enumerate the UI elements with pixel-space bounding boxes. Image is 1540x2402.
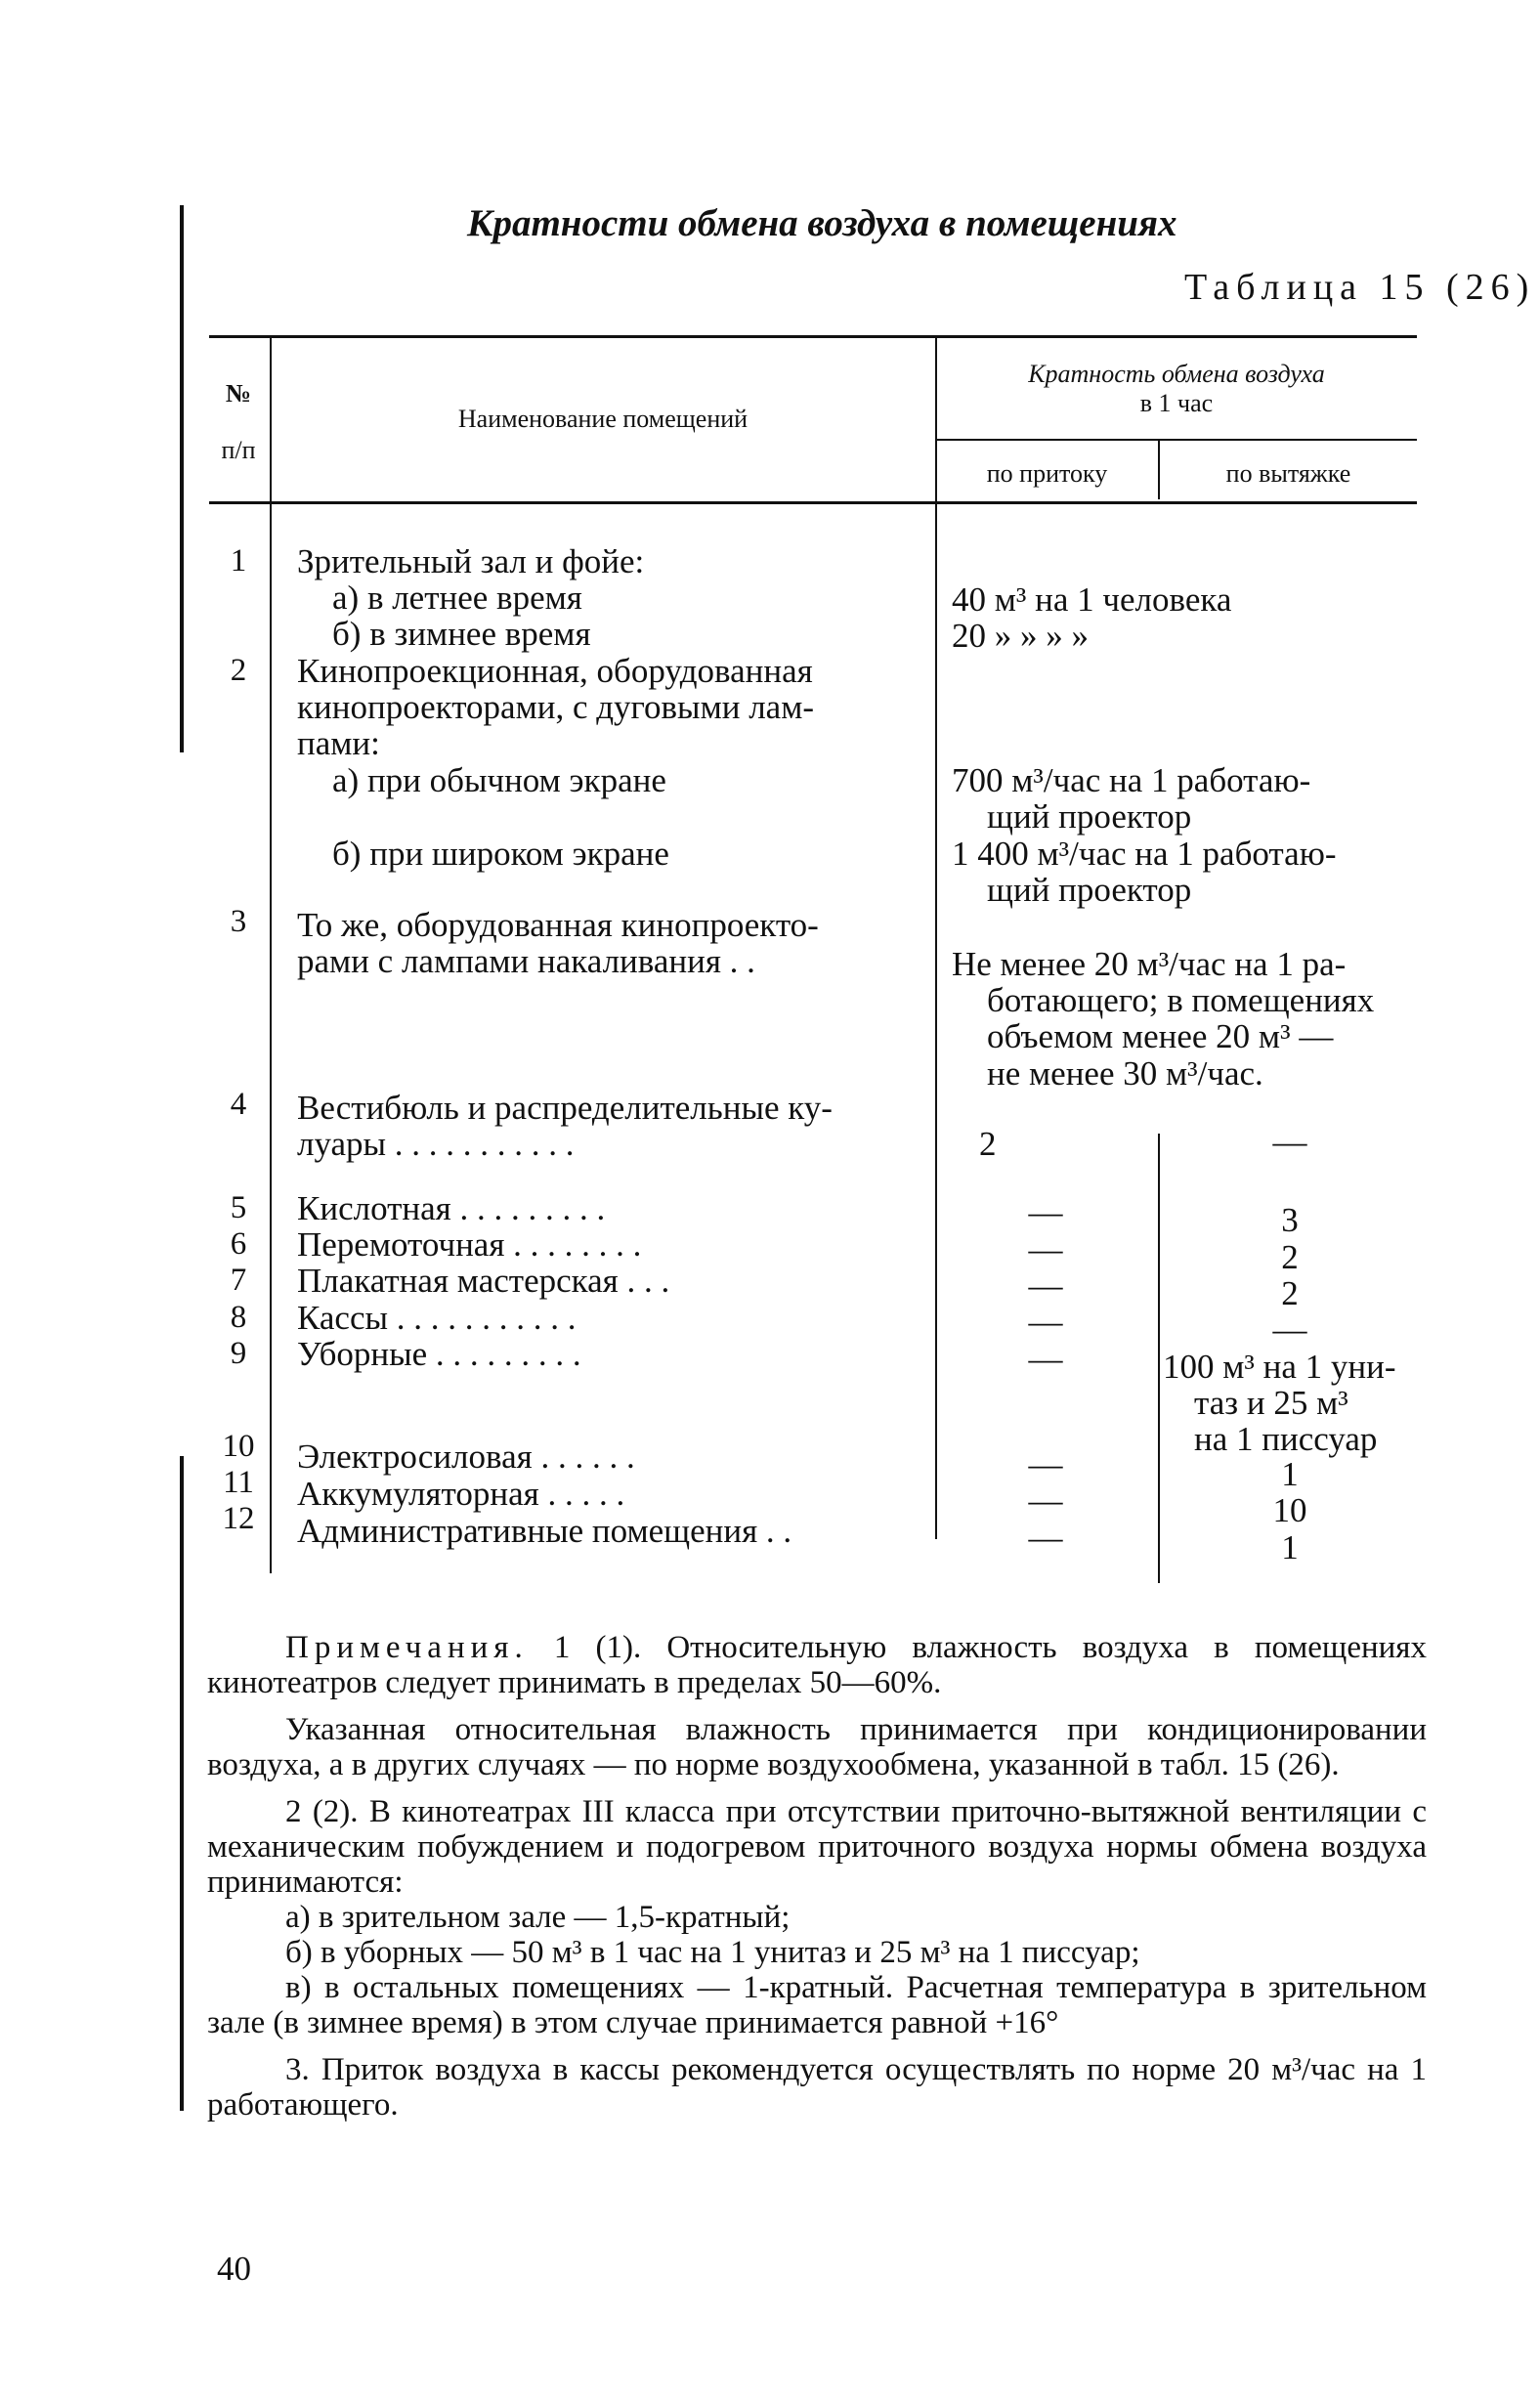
- margin-bar: [180, 205, 184, 752]
- row-number: 4: [230, 1087, 247, 1122]
- row-number: 5: [230, 1190, 247, 1225]
- supply-rate: —: [1028, 1303, 1063, 1341]
- note-item: б) в уборных — 50 м³ в 1 час на 1 унитаз и 25 м³ на 1 писсуар;: [285, 1935, 1140, 1970]
- room-name: То же, оборудованная кинопроекто-: [297, 906, 819, 944]
- exhaust-rate: 1: [1281, 1455, 1299, 1493]
- exhaust-rate: 10: [1272, 1491, 1307, 1529]
- exhaust-rate: —: [1272, 1310, 1307, 1349]
- exhaust-rate: 2: [1281, 1274, 1299, 1312]
- header-name: Наименование помещений: [457, 405, 749, 433]
- page-title: Кратности обмена воздуха в помещениях: [467, 202, 1177, 244]
- note-paragraph: Указанная относительная влажность принимается при кондиционировании воздуха, а в других случаях — по норме воздухообмена, указанной в табл. 15 (26).: [207, 1712, 1427, 1782]
- header-sub-rule: [936, 439, 1417, 441]
- room-name: рами с лампами накаливания . .: [297, 942, 755, 980]
- supply-rate: 20 » » » »: [952, 617, 1089, 655]
- header-bottom-rule: [209, 501, 1417, 504]
- supply-rate: —: [1028, 1481, 1063, 1520]
- note-paragraph: 3. Приток воздуха в кассы рекомендуется осуществлять по норме 20 м³/час на 1 работающего.: [207, 2052, 1427, 2123]
- row-number: 3: [230, 904, 247, 939]
- room-name: б) в зимнее время: [332, 615, 591, 653]
- room-name: а) при обычном экране: [332, 761, 666, 799]
- supply-rate: объемом менее 20 м³ —: [987, 1017, 1334, 1055]
- room-name: б) при широком экране: [332, 835, 669, 873]
- room-name: Электросиловая . . . . . .: [297, 1437, 635, 1476]
- margin-bar: [180, 1456, 184, 2111]
- supply-rate: 700 м³/час на 1 работаю-: [952, 761, 1311, 799]
- row-number: 2: [230, 653, 247, 688]
- header-rate-sub: в 1 час: [1139, 389, 1214, 417]
- supply-rate: —: [1028, 1230, 1063, 1268]
- note-paragraph: Примечания. 1 (1). Относительную влажность воздуха в помещениях кинотеатров следует принимать в пределах 50—60%.: [207, 1630, 1427, 1700]
- room-name: пами:: [297, 724, 380, 762]
- supply-rate: —: [1028, 1193, 1063, 1231]
- notes-section: [207, 1630, 1427, 2134]
- row-number: 1: [230, 543, 247, 579]
- row-number: 11: [223, 1465, 254, 1500]
- room-name: Перемоточная . . . . . . . .: [297, 1225, 642, 1264]
- exhaust-rate: 1: [1281, 1528, 1299, 1566]
- table-top-rule: [209, 335, 1417, 338]
- supply-rate: ботающего; в помещениях: [987, 981, 1375, 1019]
- row-number: 8: [230, 1300, 247, 1335]
- row-number: 10: [222, 1429, 255, 1464]
- supply-rate: щий проектор: [987, 871, 1192, 909]
- room-name: Уборные . . . . . . . . .: [297, 1335, 581, 1373]
- header-num-sub: п/п: [221, 436, 256, 464]
- room-name: луары . . . . . . . . . . .: [297, 1125, 575, 1163]
- row-number: 9: [230, 1336, 247, 1371]
- supply-rate: Не менее 20 м³/час на 1 ра-: [952, 945, 1347, 983]
- supply-rate: щий проектор: [987, 797, 1192, 836]
- room-name: Аккумуляторная . . . . .: [297, 1475, 625, 1513]
- exhaust-rate: 100 м³ на 1 уни-: [1163, 1348, 1396, 1386]
- header-rate: Кратность обмена воздуха: [1028, 360, 1325, 388]
- exhaust-rate: 2: [1281, 1238, 1299, 1276]
- supply-rate: 1 400 м³/час на 1 работаю-: [952, 835, 1337, 873]
- note-item: в) в остальных помещениях — 1-кратный. Расчетная температура в зрительном зале (в зимнее время) в этом случае принимается равной +16°: [207, 1970, 1427, 2040]
- header-exhaust: по вытяжке: [1225, 459, 1351, 488]
- col-divider-name: [935, 337, 937, 1539]
- room-name: Административные помещения . .: [297, 1512, 792, 1550]
- room-name: Вестибюль и распределительные ку-: [297, 1089, 833, 1127]
- row-number: 6: [230, 1226, 247, 1262]
- room-name: Плакатная мастерская . . .: [297, 1262, 670, 1300]
- header-num: №: [225, 379, 252, 407]
- room-name: Кассы . . . . . . . . . . .: [297, 1299, 577, 1337]
- row-number: 7: [230, 1263, 247, 1298]
- room-name: Кинопроекционная, оборудованная: [297, 652, 813, 690]
- room-name: Кислотная . . . . . . . . .: [297, 1189, 606, 1227]
- supply-rate: не менее 30 м³/час.: [987, 1054, 1263, 1093]
- note-item: а) в зрительном зале — 1,5-кратный;: [285, 1900, 791, 1935]
- exhaust-rate: 3: [1281, 1201, 1299, 1239]
- supply-rate: —: [1028, 1266, 1063, 1305]
- room-name: кинопроекторами, с дуговыми лам-: [297, 688, 814, 726]
- exhaust-rate: таз и 25 м³: [1194, 1384, 1348, 1422]
- header-supply: по притоку: [986, 459, 1108, 488]
- page-number: 40: [217, 2250, 251, 2288]
- note-paragraph: 2 (2). В кинотеатрах III класса при отсутствии приточно-вытяжной вентиляции с механическим побуждением и подогревом приточного воздуха нормы обмена воздуха принимаются:: [207, 1794, 1427, 1900]
- room-name: а) в летнее время: [332, 579, 582, 617]
- table-label: Таблица 15 (26): [1184, 267, 1536, 308]
- supply-rate: 40 м³ на 1 человека: [952, 580, 1232, 619]
- supply-rate: —: [1028, 1340, 1063, 1378]
- supply-rate: —: [1028, 1445, 1063, 1483]
- row-number: 12: [222, 1501, 255, 1536]
- col-divider-num: [270, 337, 272, 1573]
- exhaust-rate: на 1 писсуар: [1194, 1420, 1378, 1458]
- supply-rate: 2: [979, 1125, 997, 1163]
- supply-rate: —: [1028, 1519, 1063, 1557]
- room-name: Зрительный зал и фойе:: [297, 542, 645, 580]
- exhaust-rate: —: [1272, 1123, 1307, 1161]
- notes-heading: Примечания.: [285, 1630, 529, 1665]
- col-divider-rate: [1158, 1134, 1160, 1583]
